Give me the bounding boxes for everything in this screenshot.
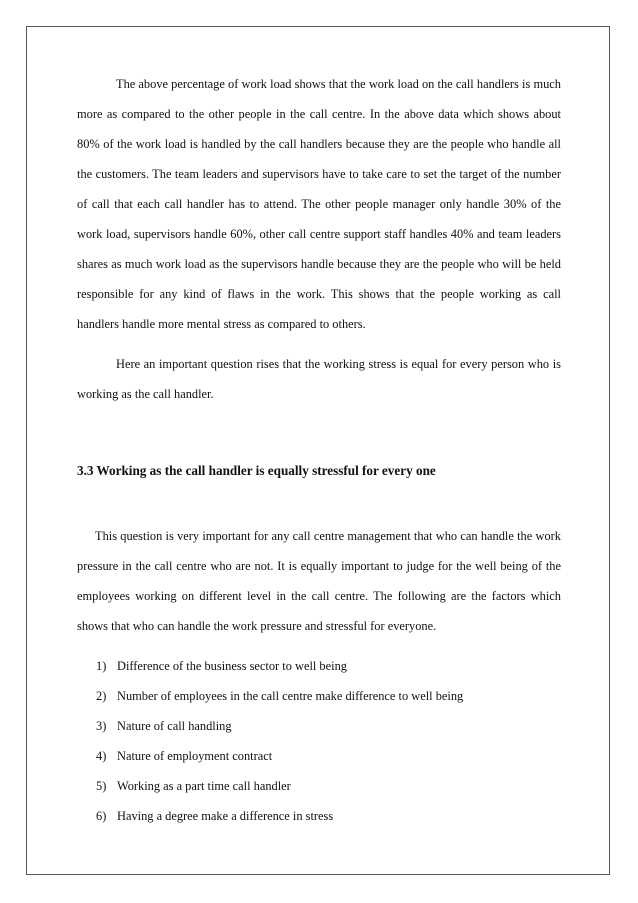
list-item: [96, 771, 561, 801]
list-item: [96, 681, 561, 711]
list-item-number: 3): [96, 719, 107, 733]
list-item: [96, 651, 561, 681]
list-item-number: 1): [96, 659, 107, 673]
list-item-text: Nature of call handling: [117, 719, 232, 733]
document-body: [77, 69, 561, 831]
list-item: [96, 801, 561, 831]
list-item-number: 2): [96, 689, 107, 703]
paragraph-workload: The above percentage of work load shows that the work load on the call handlers is much more as compared to the other people in the call centre. In the above data which shows about 80% of the work load is handled by the call handlers because they are the people who handle all the customers. The team leaders and supervisors have to take care to set the target of the number of call that each call handler has to attend. The other people manager only handle 30% of the work load, supervisors handle 60%, other call centre support staff handles 40% and team leaders shares as much work load as the supervisors handle because they are the people who will be held responsible for any kind of flaws in the work. This shows that the people working as call handlers handle more mental stress as compared to others.: [77, 77, 561, 331]
factor-list: [77, 651, 561, 831]
list-item-text: Difference of the business sector to well being: [117, 659, 347, 673]
list-item-text: Working as a part time call handler: [117, 779, 291, 793]
list-item-number: 6): [96, 809, 107, 823]
list-item-text: Having a degree make a difference in stress: [117, 809, 334, 823]
list-item-number: 4): [96, 749, 107, 763]
list-item: [96, 711, 561, 741]
paragraph-question: Here an important question rises that the working stress is equal for every person who is working as the call handler.: [77, 357, 561, 401]
paragraph-section-intro: This question is very important for any call centre management that who can handle the work pressure in the call centre who are not. It is equally important to judge for the well being of the employees working on different level in the call centre. The following are the factors which shows that who can handle the work pressure and stressful for everyone.: [77, 529, 561, 633]
list-item: [96, 741, 561, 771]
list-item-number: 5): [96, 779, 107, 793]
section-heading: 3.3 Working as the call handler is equally stressful for every one: [77, 463, 436, 478]
list-item-text: Nature of employment contract: [117, 749, 273, 763]
list-item-text: Number of employees in the call centre make difference to well being: [117, 689, 464, 703]
